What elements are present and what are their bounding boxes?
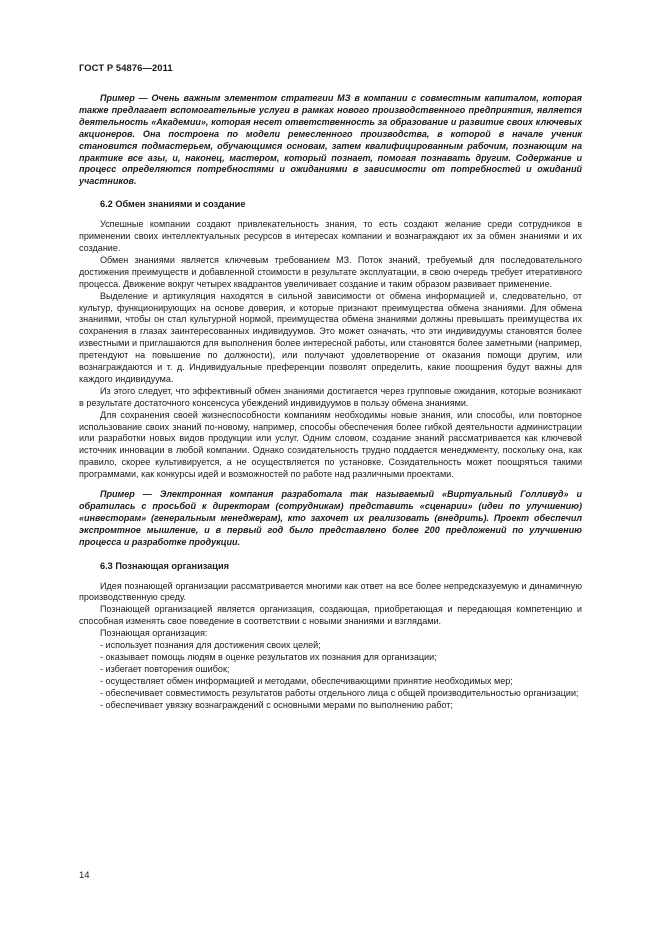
list-item: - обеспечивает совместимость результатов работы отдельного лица с общей производительностью организации; <box>100 687 579 698</box>
paragraph: Успешные компании создают привлекательность знания, то есть создают желание среди сотрудников в применении своих интеллектуальных ресурсов в интересах компании и вознаграждают их за обмен знаниями и их создание. <box>79 219 582 253</box>
section-heading-6-3: 6.3 Познающая организация <box>100 560 229 571</box>
paragraph: Из этого следует, что эффективный обмен знаниями достигается через групповые ожидания, которые возникают в результате достаточного консенсуса убеждений индивидуумов в пользу обмена знаниями. <box>79 385 582 408</box>
page-number: 14 <box>79 870 90 881</box>
document-body <box>79 93 582 712</box>
list-item: - обеспечивает увязку вознаграждений с основными мерами по выполнению работ; <box>100 699 453 710</box>
list-item: - осуществляет обмен информацией и методами, обеспечивающими принятие необходимых мер; <box>100 675 513 686</box>
paragraph: Обмен знаниями является ключевым требованием МЗ. Поток знаний, требуемый для последовательного достижения преимуществ и добавленной стоимости в результате эксплуатации, в свою очередь требует итеративного процесса. Движение вокруг четырех квадрантов увеличивает создание и таким образом развивает применение. <box>79 254 582 289</box>
list-item: - оказывает помощь людям в оценке результатов их познания для организации; <box>100 651 437 662</box>
paragraph: Идея познающей организации рассматривается многими как ответ на все более непредсказуемую и динамичную производственную среду. <box>79 580 582 603</box>
paragraph: Познающей организацией является организация, создающая, приобретающая и передающая компетенцию и способная изменять свое поведение в соответствии с новыми знаниями и взглядами. <box>79 604 582 627</box>
document-header: ГОСТ Р 54876—2011 <box>79 62 173 73</box>
list-item: - использует познания для достижения своих целей; <box>100 640 321 651</box>
list-item: - избегает повторения ошибок; <box>100 663 230 674</box>
section-heading-6-2: 6.2 Обмен знаниями и создание <box>100 199 246 210</box>
paragraph: Выделение и артикуляция находятся в сильной зависимости от обмена информацией и, следовательно, от культур, функционирующих на основе доверия, и которые признают преимущества обмена знаниями. Для обмена знаниями, чтобы он стал культурной нормой, преимущества обмена знаниями должны превышать преимущества их сохранения в глазах заинтересованных индивидуумов. Это может означать, что эти индивидуумы становятся более известными и приглашаются для выполнения более интересной работы, или становятся более заметными (например, претендуют на повышение по должности), или получают удовлетворение от оказания помощи другим, или вознаграждаются и т. д. Индивидуальные преференции позволят определить, какие поощрения будут важны для каждого индивидуума. <box>79 290 582 384</box>
list-intro: Познающая организация: <box>100 628 208 639</box>
paragraph: Для сохранения своей жизнеспособности компаниям необходимы новые знания, или способы, или повторное использование своих знаний по-новому, например, способы обеспечения более гибкой деятельности администрации или разработки новых видов продукции или услуг. Одним словом, создание знаний рассматривается как ключевой источник инновации в любой компании. Однако созидательность трудно поддается менеджменту, поскольку она, как правило, скорее культивируется, а не осуществляется по установке. Созидательность может поощряться такими программами, как конкурсы идей и возможностей по работе над различными проектами. <box>79 409 582 480</box>
example-note: Пример — Очень важным элементом стратегии МЗ в компании с совместным капиталом, которая также предлагает вспомогательные услуги в рамках нового производственного предприятия, является деятельность «Академии», которая несет ответственность за образование и развитие своих ключевых акционеров. Она построена по модели ремесленного производства, в которой в начале ученик становится подмастерьем, обучающимся основам, затем квалифицированным рабочим, познающим на практике все азы, и, наконец, мастером, который познает, помогая познавать другим. Содержание и процесс определяются потребностями и ожиданиями в зависимости от потребностей и ожиданий участников. <box>79 93 582 187</box>
example-note: Пример — Электронная компания разработала так называемый «Виртуальный Голливуд» и обратилась с просьбой к директорам (сотрудникам) представить «сценарии» (идеи по улучшению) «инвесторам» (генеральным менеджерам), кто захочет их реализовать (внедрить). Проект обеспечил экспромтное мышление, и в первый год было представлено более 200 предложений по улучшению процесса и разработке продукции. <box>79 489 582 547</box>
